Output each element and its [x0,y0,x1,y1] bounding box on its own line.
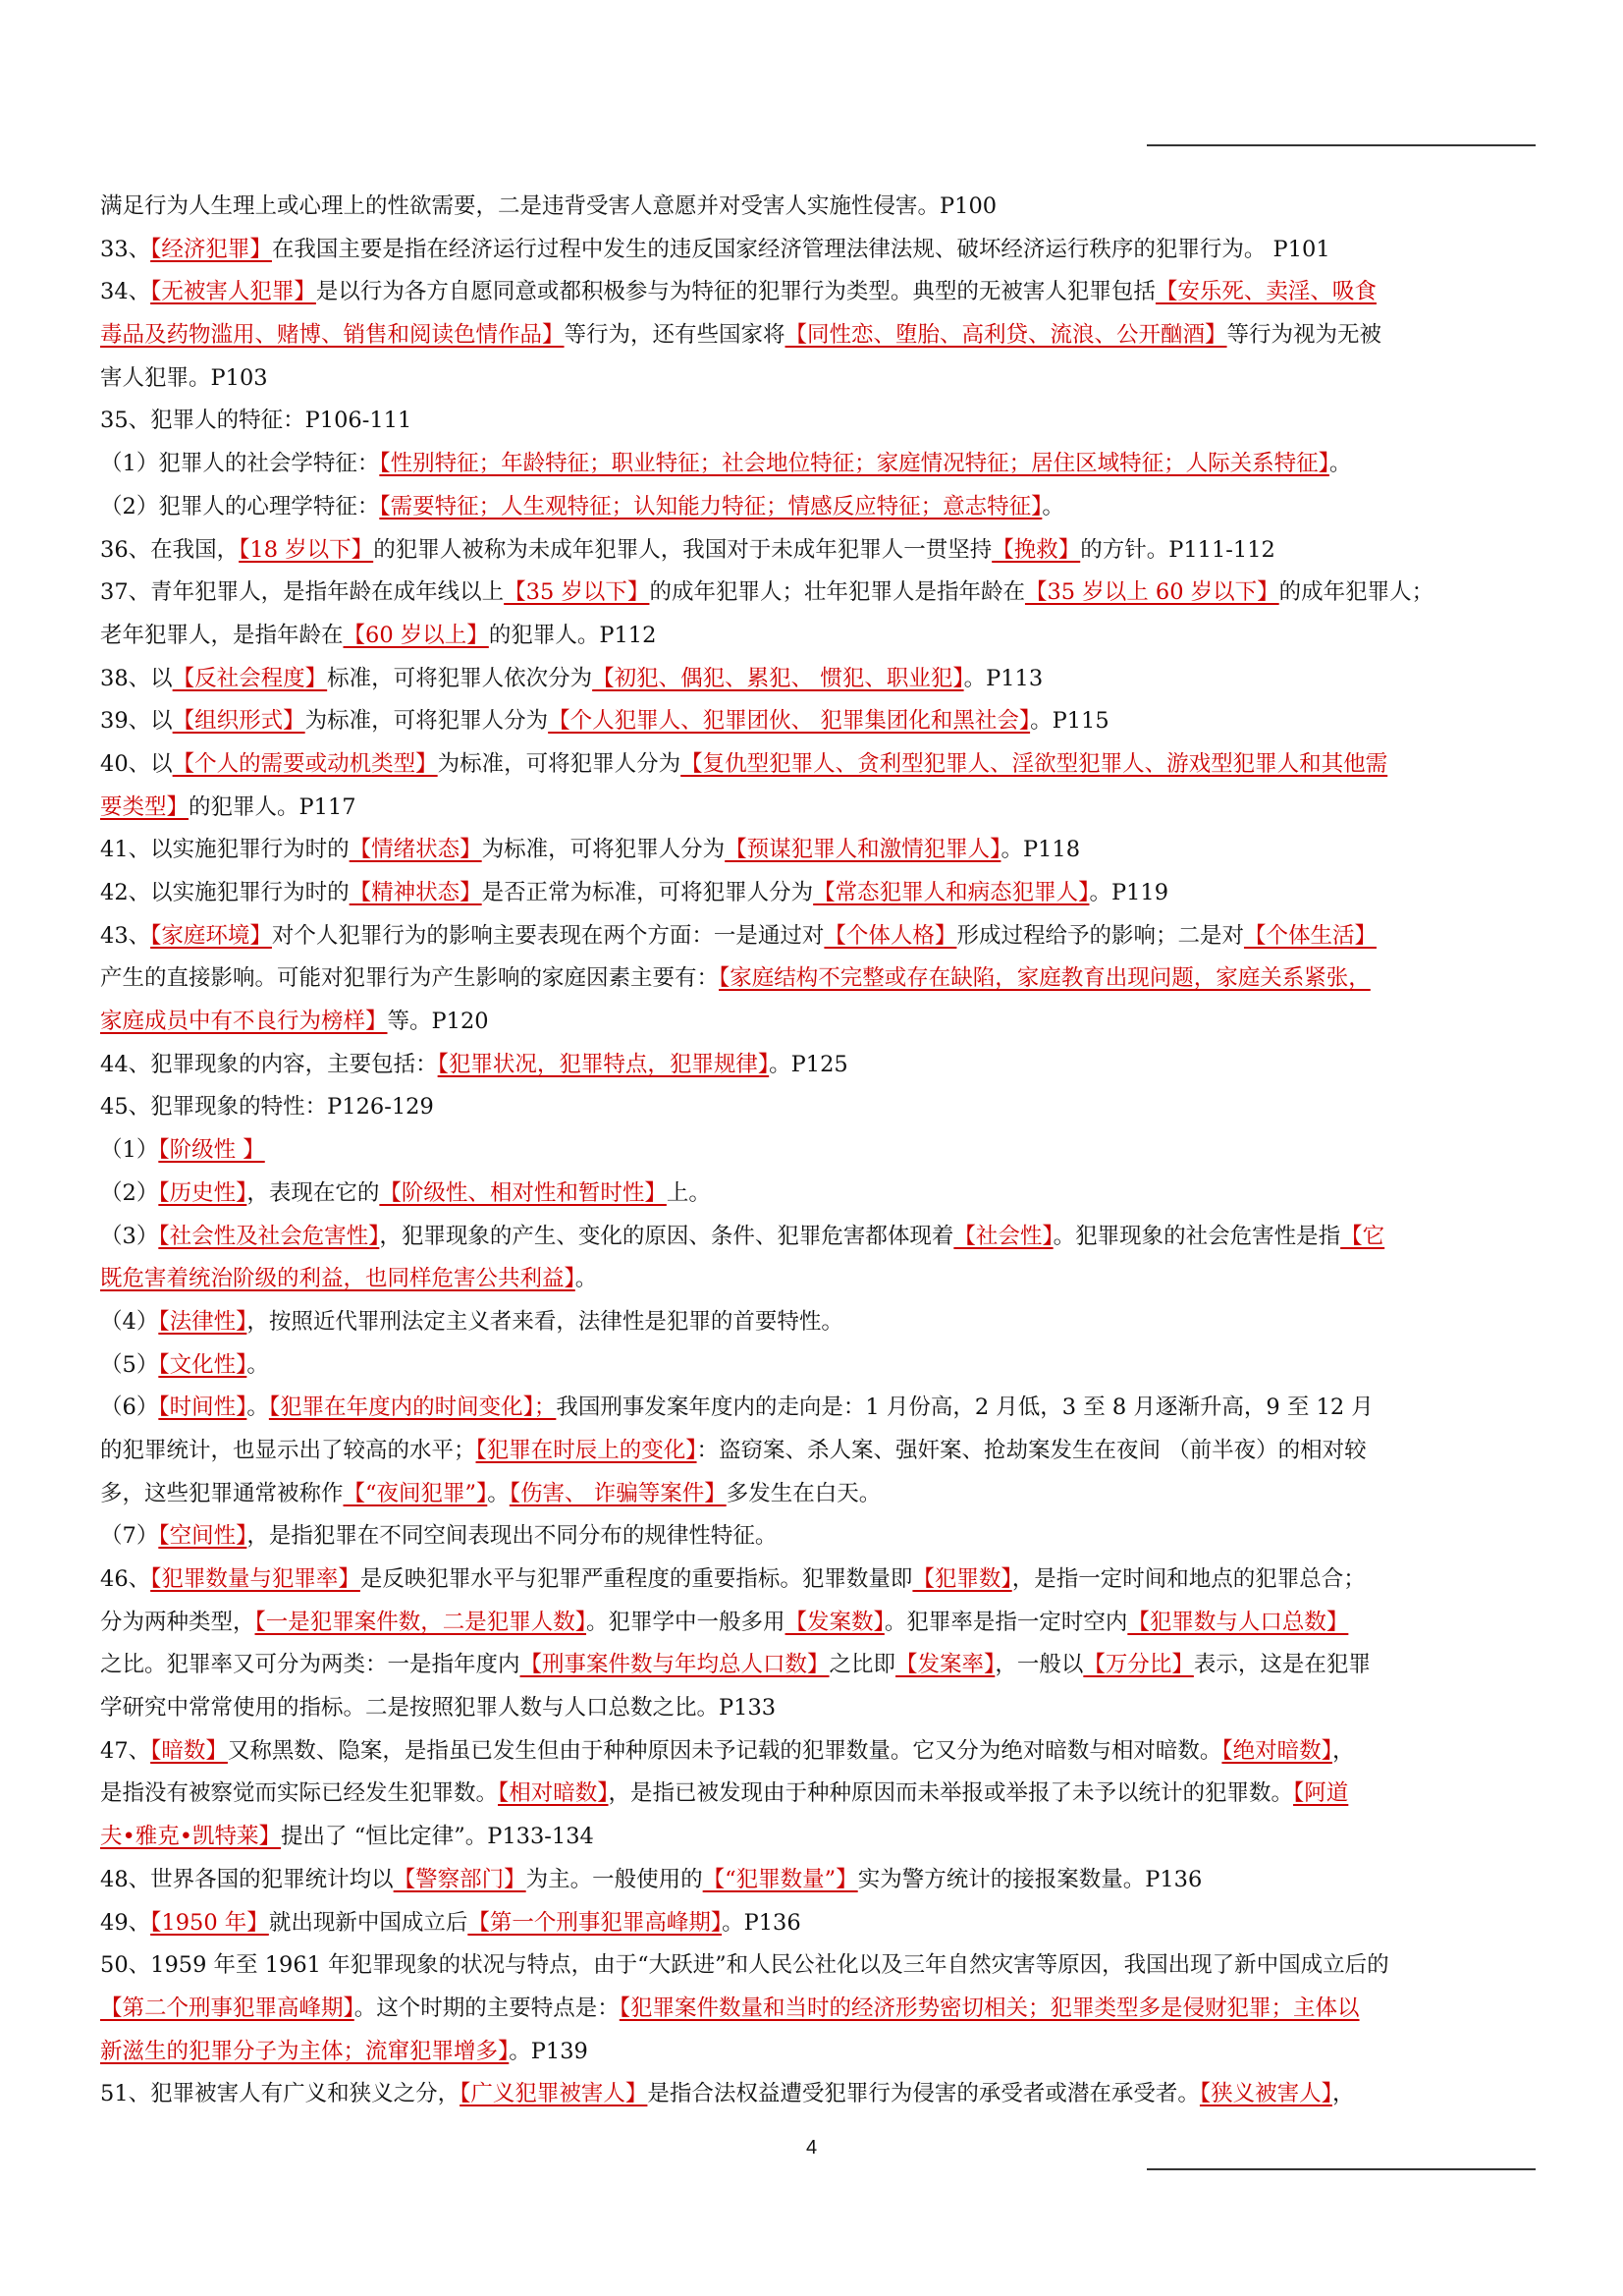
text-line [100,1301,1534,1344]
text-segment: 34、 [100,279,151,305]
text-segment: 表示，这是在犯罪 [1193,1652,1371,1678]
text-segment: 35、犯罪人的特征：P106-111 [100,408,412,434]
text-segment: 的犯罪人。P112 [488,622,657,648]
text-segment: 多，这些犯罪通常被称作 [100,1480,344,1506]
text-segment: 51、犯罪被害人有广义和狭义之分， [100,2081,460,2107]
answer-blank: 【“夜间犯罪”】 [343,1480,488,1506]
text-segment: 42、以实施犯罪行为时的 [100,880,350,905]
text-segment: ，是指已被发现由于种种原因而未举报或举报了未予以统计的犯罪数。 [608,1780,1294,1807]
answer-blank: 【社会性及社会危害性】 [158,1223,380,1249]
text-line [100,1558,1534,1602]
header-rule [1147,144,1536,146]
answer-blank: 【反社会程度】 [172,665,328,691]
answer-blank: 家庭成员中有不良行为榜样】 [100,1009,388,1035]
text-segment: 为标准，可将犯罪人分为 [481,837,726,863]
answer-blank: 【需要特征；人生观特征；认知能力特征；情感反应特征；意志特征】 [379,493,1043,519]
text-line [100,229,1534,272]
text-line [100,915,1534,958]
answer-blank: 【无被害人犯罪】 [150,279,316,305]
text-segment: 37、青年犯罪人，是指年龄在成年线以上 [100,579,505,606]
text-segment: （2）犯罪人的心理学特征： [100,493,380,519]
text-segment: 上。 [666,1179,711,1206]
answer-blank: 【狭义被害人】 [1199,2081,1332,2107]
text-segment: 等行为，还有些国家将 [564,322,785,349]
text-segment: ，是指犯罪在不同空间表现出不同分布的规律性特征。 [246,1523,778,1550]
text-line [100,1473,1534,1516]
text-segment: 。P119 [1089,880,1169,905]
answer-blank: 【伤害、 诈骗等案件】 [509,1480,727,1506]
answer-blank: 既危害着统治阶级的利益，也同样危害公共利益】 [100,1266,575,1292]
answer-blank: 【第一个刑事犯罪高峰期】 [467,1909,723,1936]
text-segment: 的犯罪人。P117 [189,793,356,820]
text-line [100,1944,1534,1988]
text-line [100,787,1534,830]
answer-blank: 【相对暗数】 [498,1780,609,1807]
text-line [100,1644,1534,1687]
answer-blank: 【发案数】 [784,1609,885,1635]
answer-blank: 【经济犯罪】 [150,236,272,262]
text-segment: 41、以实施犯罪行为时的 [100,837,350,863]
answer-blank: 要类型】 [100,793,189,820]
text-segment: 标准，可将犯罪人依次分为 [327,665,593,691]
text-segment: 43、 [100,922,151,949]
text-segment: （2） [100,1179,159,1206]
text-line [100,700,1534,743]
answer-blank: 【刑事案件数与年均总人口数】 [519,1652,830,1678]
answer-blank: 【个体生活】 [1243,922,1377,949]
text-line [100,1344,1534,1388]
text-line [100,1602,1534,1645]
text-segment: 50、1959 年至 1961 年犯罪现象的状况与特点，由于“大跃进”和人民公社化以及三年自然灾害等原因，我国出现了新中国成立后的 [100,1952,1389,1979]
text-line [100,271,1534,314]
answer-blank: 【犯罪状况，犯罪特点，犯罪规律】 [437,1051,770,1077]
answer-blank: 【空间性】 [158,1523,247,1550]
answer-blank: 【广义犯罪被害人】 [460,2081,648,2107]
text-segment: 。 [1328,451,1352,477]
text-line [100,486,1534,529]
text-line [100,1430,1534,1473]
text-line [100,1387,1534,1430]
text-segment: 对个人犯罪行为的影响主要表现在两个方面：一是通过对 [271,922,825,949]
text-segment: 。 [574,1266,598,1292]
text-segment: 39、以 [100,708,173,735]
answer-blank: 【精神状态】 [349,880,482,905]
text-segment: 44、犯罪现象的内容，主要包括： [100,1051,438,1077]
text-segment: 产生的直接影响。可能对犯罪行为产生影响的家庭因素主要有： [100,965,720,992]
answer-blank: 【家庭结构不完整或存在缺陷，家庭教育出现问题，家庭关系紧张， [719,965,1371,992]
text-segment: 。P125 [769,1051,848,1077]
answer-blank: 【犯罪数量与犯罪率】 [150,1566,360,1592]
text-segment: 的方针。P111-112 [1080,536,1275,563]
answer-blank: 【社会性】 [953,1223,1054,1249]
text-segment: 老年犯罪人，是指年龄在 [100,622,344,648]
text-line [100,443,1534,486]
text-segment: 是否正常为标准，可将犯罪人分为 [481,880,814,905]
answer-blank: 【家庭环境】 [150,922,272,949]
text-segment: 。 [246,1351,269,1378]
text-segment: 。P118 [1001,837,1081,863]
text-segment: ，按照近代罪刑法定主义者来看，法律性是犯罪的首要特性。 [246,1308,843,1335]
answer-blank: 【常态犯罪人和病态犯罪人】 [813,880,1090,905]
text-segment: 38、以 [100,665,173,691]
text-segment: 之比。犯罪率又可分为两类：一是指年度内 [100,1652,520,1678]
answer-blank: 【它 [1340,1223,1385,1249]
answer-blank: 【挽救】 [992,536,1081,563]
text-segment: 害人犯罪。P103 [100,364,268,391]
text-segment: 学研究中常常使用的指标。二是按照犯罪人数与人口总数之比。P133 [100,1695,777,1722]
answer-blank: 【文化性】 [158,1351,247,1378]
text-segment: 的犯罪人被称为未成年犯罪人，我国对于未成年犯罪人一贯坚持 [373,536,993,563]
text-line [100,829,1534,872]
text-segment: 46、 [100,1566,151,1592]
text-segment: 等。P120 [387,1009,489,1035]
text-segment: （1） [100,1137,159,1164]
text-segment: 的成年犯罪人； [1278,579,1434,606]
text-segment: 提出了 “恒比定律”。P133-134 [281,1824,594,1850]
answer-blank: 【警察部门】 [393,1866,526,1892]
answer-blank: 【第二个刑事犯罪高峰期】 [100,1995,354,2021]
answer-blank: 【18 岁以下】 [239,536,374,563]
text-segment: （1）犯罪人的社会学特征： [100,451,380,477]
text-line [100,1859,1534,1902]
text-line [100,1515,1534,1558]
text-segment: 满足行为人生理上或心理上的性欲需要，二是违背受害人意愿并对受害人实施性侵害。P100 [100,193,998,219]
text-segment: ，一般以 [995,1652,1084,1678]
answer-blank: 夫•雅克•凯特莱】 [100,1824,282,1850]
page-number: 4 [805,2137,818,2159]
answer-blank: 【复仇型犯罪人、贪利型犯罪人、淫欲型犯罪人、游戏型犯罪人和其他需 [680,750,1388,777]
answer-blank: 【犯罪在时辰上的变化】 [475,1437,697,1463]
answer-blank: 毒品及药物滥用、赌博、销售和阅读色情作品】 [100,322,565,349]
text-line [100,615,1534,658]
answer-blank: 【法律性】 [158,1308,247,1335]
text-segment: 在我国主要是指在经济运行过程中发生的违反国家经济管理法律法规、破坏经济运行秩序的犯罪行为。 P101 [271,236,1330,262]
answer-blank: 【阿道 [1293,1780,1349,1807]
text-line [100,1086,1534,1129]
text-line [100,1258,1534,1301]
text-line [100,1173,1534,1216]
text-segment: 。犯罪现象的社会危害性是指 [1053,1223,1341,1249]
text-segment: 多发生在白天。 [726,1480,882,1506]
text-line [100,2031,1534,2074]
text-segment: 45、犯罪现象的特性：P126-129 [100,1094,434,1121]
answer-blank: 【组织形式】 [172,708,305,735]
text-segment: ， [1331,2081,1355,2107]
text-segment: 是指合法权益遭受犯罪行为侵害的承受者或潜在承受者。 [647,2081,1200,2107]
answer-blank: 【犯罪数与人口总数】 [1127,1609,1349,1635]
text-segment: 的犯罪统计，也显示出了较高的水平； [100,1437,476,1463]
text-segment: ，表现在它的 [246,1179,380,1206]
answer-blank: 【“犯罪数量”】 [702,1866,858,1892]
text-segment: （5） [100,1351,159,1378]
text-segment: 47、 [100,1737,151,1764]
footer-rule [1147,2168,1536,2170]
text-segment: 。犯罪学中一般多用 [586,1609,785,1635]
text-segment: 就出现新中国成立后 [268,1909,468,1936]
text-segment: ，是指一定时间和地点的犯罪总合； [1011,1566,1366,1592]
text-line [100,872,1534,915]
text-segment: 。P139 [509,2038,588,2064]
answer-blank: 【安乐死、卖淫、吸食 [1155,279,1377,305]
text-line [100,1129,1534,1173]
text-segment: 是以行为各方自愿同意或都积极参与为特征的犯罪行为类型。典型的无被害人犯罪包括 [315,279,1156,305]
text-line [100,1730,1534,1774]
answer-blank: 【犯罪案件数量和当时的经济形势密切相关；犯罪类型多是侵财犯罪；主体以 [619,1995,1360,2021]
answer-blank: 【35 岁以下】 [504,579,650,606]
answer-blank: 新滋生的犯罪分子为主体；流窜犯罪增多】 [100,2038,510,2064]
text-segment: 49、 [100,1909,151,1936]
text-segment: 。P136 [722,1909,801,1936]
text-line [100,743,1534,787]
answer-blank: 【个体人格】 [824,922,957,949]
text-segment: 。 [1042,493,1064,519]
page-body [100,186,1534,2116]
text-segment: ，犯罪现象的产生、变化的原因、条件、犯罪危害都体现着 [379,1223,954,1249]
text-segment: ：盗窃案、杀人案、强奸案、抢劫案发生在夜间 （前半夜）的相对较 [696,1437,1367,1463]
answer-blank: 【万分比】 [1083,1652,1194,1678]
text-segment: （6） [100,1394,159,1421]
answer-blank: 【同性恋、堕胎、高利贷、流浪、公开酗酒】 [784,322,1227,349]
text-line [100,1001,1534,1044]
text-segment: （4） [100,1308,159,1335]
text-line [100,1687,1534,1730]
text-segment: 为主。一般使用的 [525,1866,703,1892]
text-segment: 是指没有被察觉而实际已经发生犯罪数。 [100,1780,499,1807]
answer-blank: 【一是犯罪案件数，二是犯罪人数】 [254,1609,587,1635]
text-line [100,1902,1534,1945]
answer-blank: 【35 岁以上 60 岁以下】 [1024,579,1279,606]
text-line [100,658,1534,701]
answer-blank: 【绝对暗数】 [1221,1737,1332,1764]
answer-blank: 【个人犯罪人、犯罪团伙、 犯罪集团化和黑社会】 [548,708,1031,735]
text-segment: 形成过程给予的影响；二是对 [956,922,1244,949]
text-segment: 40、以 [100,750,173,777]
text-segment: （7） [100,1523,159,1550]
text-segment: 。P113 [963,665,1044,691]
answer-blank: 【时间性】 [158,1394,247,1421]
text-segment: 36、在我国， [100,536,240,563]
text-segment: 33、 [100,236,151,262]
text-segment: （3） [100,1223,159,1249]
text-line [100,1044,1534,1087]
text-segment: 为标准，可将犯罪人分为 [304,708,549,735]
text-segment: 48、世界各国的犯罪统计均以 [100,1866,394,1892]
text-segment: 为标准，可将犯罪人分为 [437,750,681,777]
text-line [100,2073,1534,2116]
text-line [100,529,1534,573]
text-line [100,1988,1534,2031]
answer-blank: 【暗数】 [150,1737,228,1764]
text-line [100,1773,1534,1816]
text-line [100,186,1534,229]
answer-blank: 【个人的需要或动机类型】 [172,750,438,777]
text-segment: 实为警方统计的接报案数量。P136 [857,1866,1203,1892]
text-segment: 是反映犯罪水平与犯罪严重程度的重要指标。犯罪数量即 [359,1566,913,1592]
text-segment: 等行为视为无被 [1226,322,1382,349]
answer-blank: 【犯罪在年度内的时间变化】； [268,1394,557,1421]
answer-blank: 【预谋犯罪人和激情犯罪人】 [725,837,1001,863]
text-line [100,314,1534,357]
answer-blank: 【历史性】 [158,1179,247,1206]
answer-blank: 【初犯、偶犯、累犯、 惯犯、职业犯】 [592,665,964,691]
text-line [100,1816,1534,1859]
answer-blank: 【发案率】 [895,1652,996,1678]
text-segment: 的成年犯罪人；壮年犯罪人是指年龄在 [649,579,1025,606]
text-line [100,1216,1534,1259]
text-segment: 之比即 [829,1652,896,1678]
text-segment: 。 [246,1394,269,1421]
text-line [100,957,1534,1001]
text-segment: 我国刑事发案年度内的走向是：1 月份高，2 月低，3 至 8 月逐渐升高，9 至 12 月 [556,1394,1374,1421]
text-segment: 。 [487,1480,510,1506]
text-line [100,400,1534,443]
answer-blank: 【1950 年】 [150,1909,269,1936]
answer-blank: 【犯罪数】 [912,1566,1012,1592]
answer-blank: 【性别特征；年龄特征；职业特征；社会地位特征；家庭情况特征；居住区域特征；人际关系特征】 [379,451,1329,477]
text-segment: 。这个时期的主要特点是： [353,1995,620,2021]
text-segment: 。P115 [1030,708,1109,735]
text-segment: 分为两种类型， [100,1609,255,1635]
answer-blank: 【情绪状态】 [349,837,482,863]
text-line [100,572,1534,615]
answer-blank: 【60 岁以上】 [343,622,489,648]
answer-blank: 【阶级性 】 [158,1137,265,1164]
text-segment: ， [1331,1737,1355,1764]
text-segment: 又称黑数、隐案，是指虽已发生但由于种种原因未予记载的犯罪数量。它又分为绝对暗数与相对暗数。 [227,1737,1222,1764]
text-segment: 。犯罪率是指一定时空内 [884,1609,1128,1635]
answer-blank: 【阶级性、相对性和暂时性】 [379,1179,667,1206]
text-line [100,357,1534,401]
